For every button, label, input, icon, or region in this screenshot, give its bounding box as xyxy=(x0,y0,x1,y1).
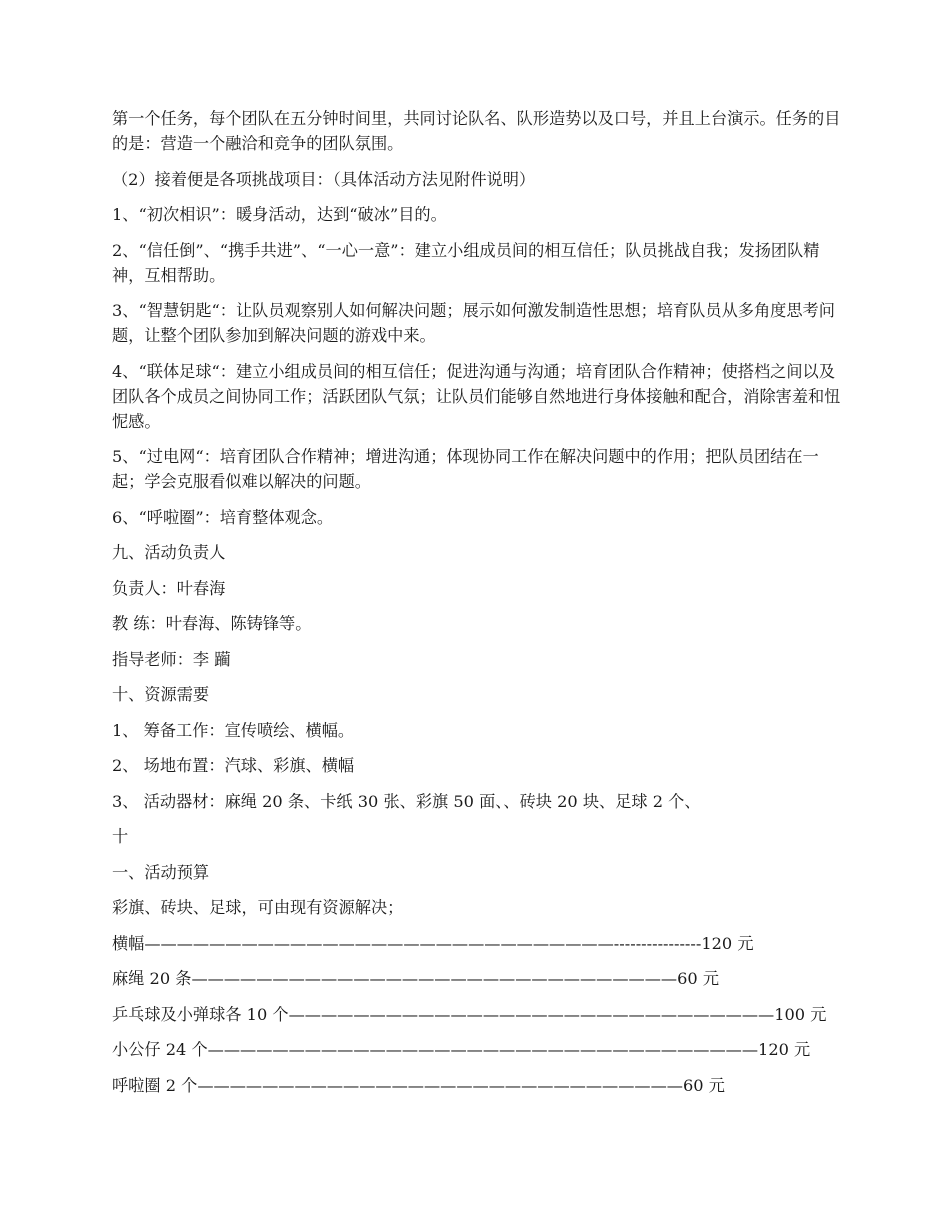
budget-line-dolls: 小公仔 24 个——————————————————————————————————120 元 xyxy=(112,1040,811,1059)
resource-item-3: 3、 活动器材：麻绳 20 条、卡纸 30 张、彩旗 50 面、、砖块 20 块、足球 2 个、 xyxy=(112,791,701,811)
section-11-heading-part-2: 一、活动预算 xyxy=(112,862,210,882)
budget-line-rope: 麻绳 20 条——————————————————————————————60 元 xyxy=(112,969,720,988)
document-page xyxy=(112,106,842,1108)
challenge-item-3: 3、“智慧钥匙“：让队员观察别人如何解决问题；展示如何激发制造性思想；培育队员从多角度思考问题，让整个团队参加到解决问题的游戏中来。 xyxy=(112,301,835,345)
challenge-item-5: 5、“过电网“：培育团队合作精神；增进沟通；体现协同工作在解决问题中的作用；把队员团结在一起；学会克服看似难以解决的问题。 xyxy=(112,447,819,491)
coaches: 教 练：叶春海、陈铸锋等。 xyxy=(112,614,312,633)
section-11-heading-part-1: 十 xyxy=(112,827,129,846)
challenge-item-1: 1、“初次相识”：暖身活动，达到“破冰”目的。 xyxy=(112,205,447,224)
section-9-heading: 九、活动负责人 xyxy=(112,543,226,562)
challenge-intro: （2）接着便是各项挑战项目：（具体活动方法见附件说明） xyxy=(112,169,536,189)
challenge-item-4: 4、“联体足球“：建立小组成员间的相互信任；促进沟通与沟通；培育团队合作精神；使搭档之间以及团队各个成员之间协同工作；活跃团队气氛；让队员们能够自然地进行身体接触和配合，消除害羞和忸怩感。 xyxy=(112,361,841,431)
resource-item-1: 1、 筹备工作：宣传喷绘、横幅。 xyxy=(112,720,355,740)
resource-item-2: 2、 场地布置：汽球、彩旗、横幅 xyxy=(112,756,355,775)
challenge-item-2: 2、“信任倒”、“携手共进”、“一心一意”：建立小组成员间的相互信任；队员挑战自我；发扬团队精神，互相帮助。 xyxy=(112,240,820,285)
challenge-item-6: 6、“呼啦圈”：培育整体观念。 xyxy=(112,507,334,527)
budget-note: 彩旗、砖块、足球，可由现有资源解决； xyxy=(112,898,404,917)
task-one-paragraph: 第一个任务，每个团队在五分钟时间里，共同讨论队名、队形造势以及口号，并且上台演示。任务的目的是：营造一个融洽和竞争的团队氛围。 xyxy=(112,109,841,153)
person-in-charge: 负责人：叶春海 xyxy=(112,578,226,598)
budget-line-hoops: 呼啦圈 2 个——————————————————————————————60 元 xyxy=(112,1075,725,1095)
advisor: 指导老师：李 躏 xyxy=(112,649,231,669)
budget-line-banner: 横幅—————————————————————————————----------------120 元 xyxy=(112,933,754,953)
section-10-heading: 十、资源需要 xyxy=(112,685,210,704)
budget-line-balls: 乒乓球及小弹球各 10 个——————————————————————————————100 元 xyxy=(112,1004,827,1024)
